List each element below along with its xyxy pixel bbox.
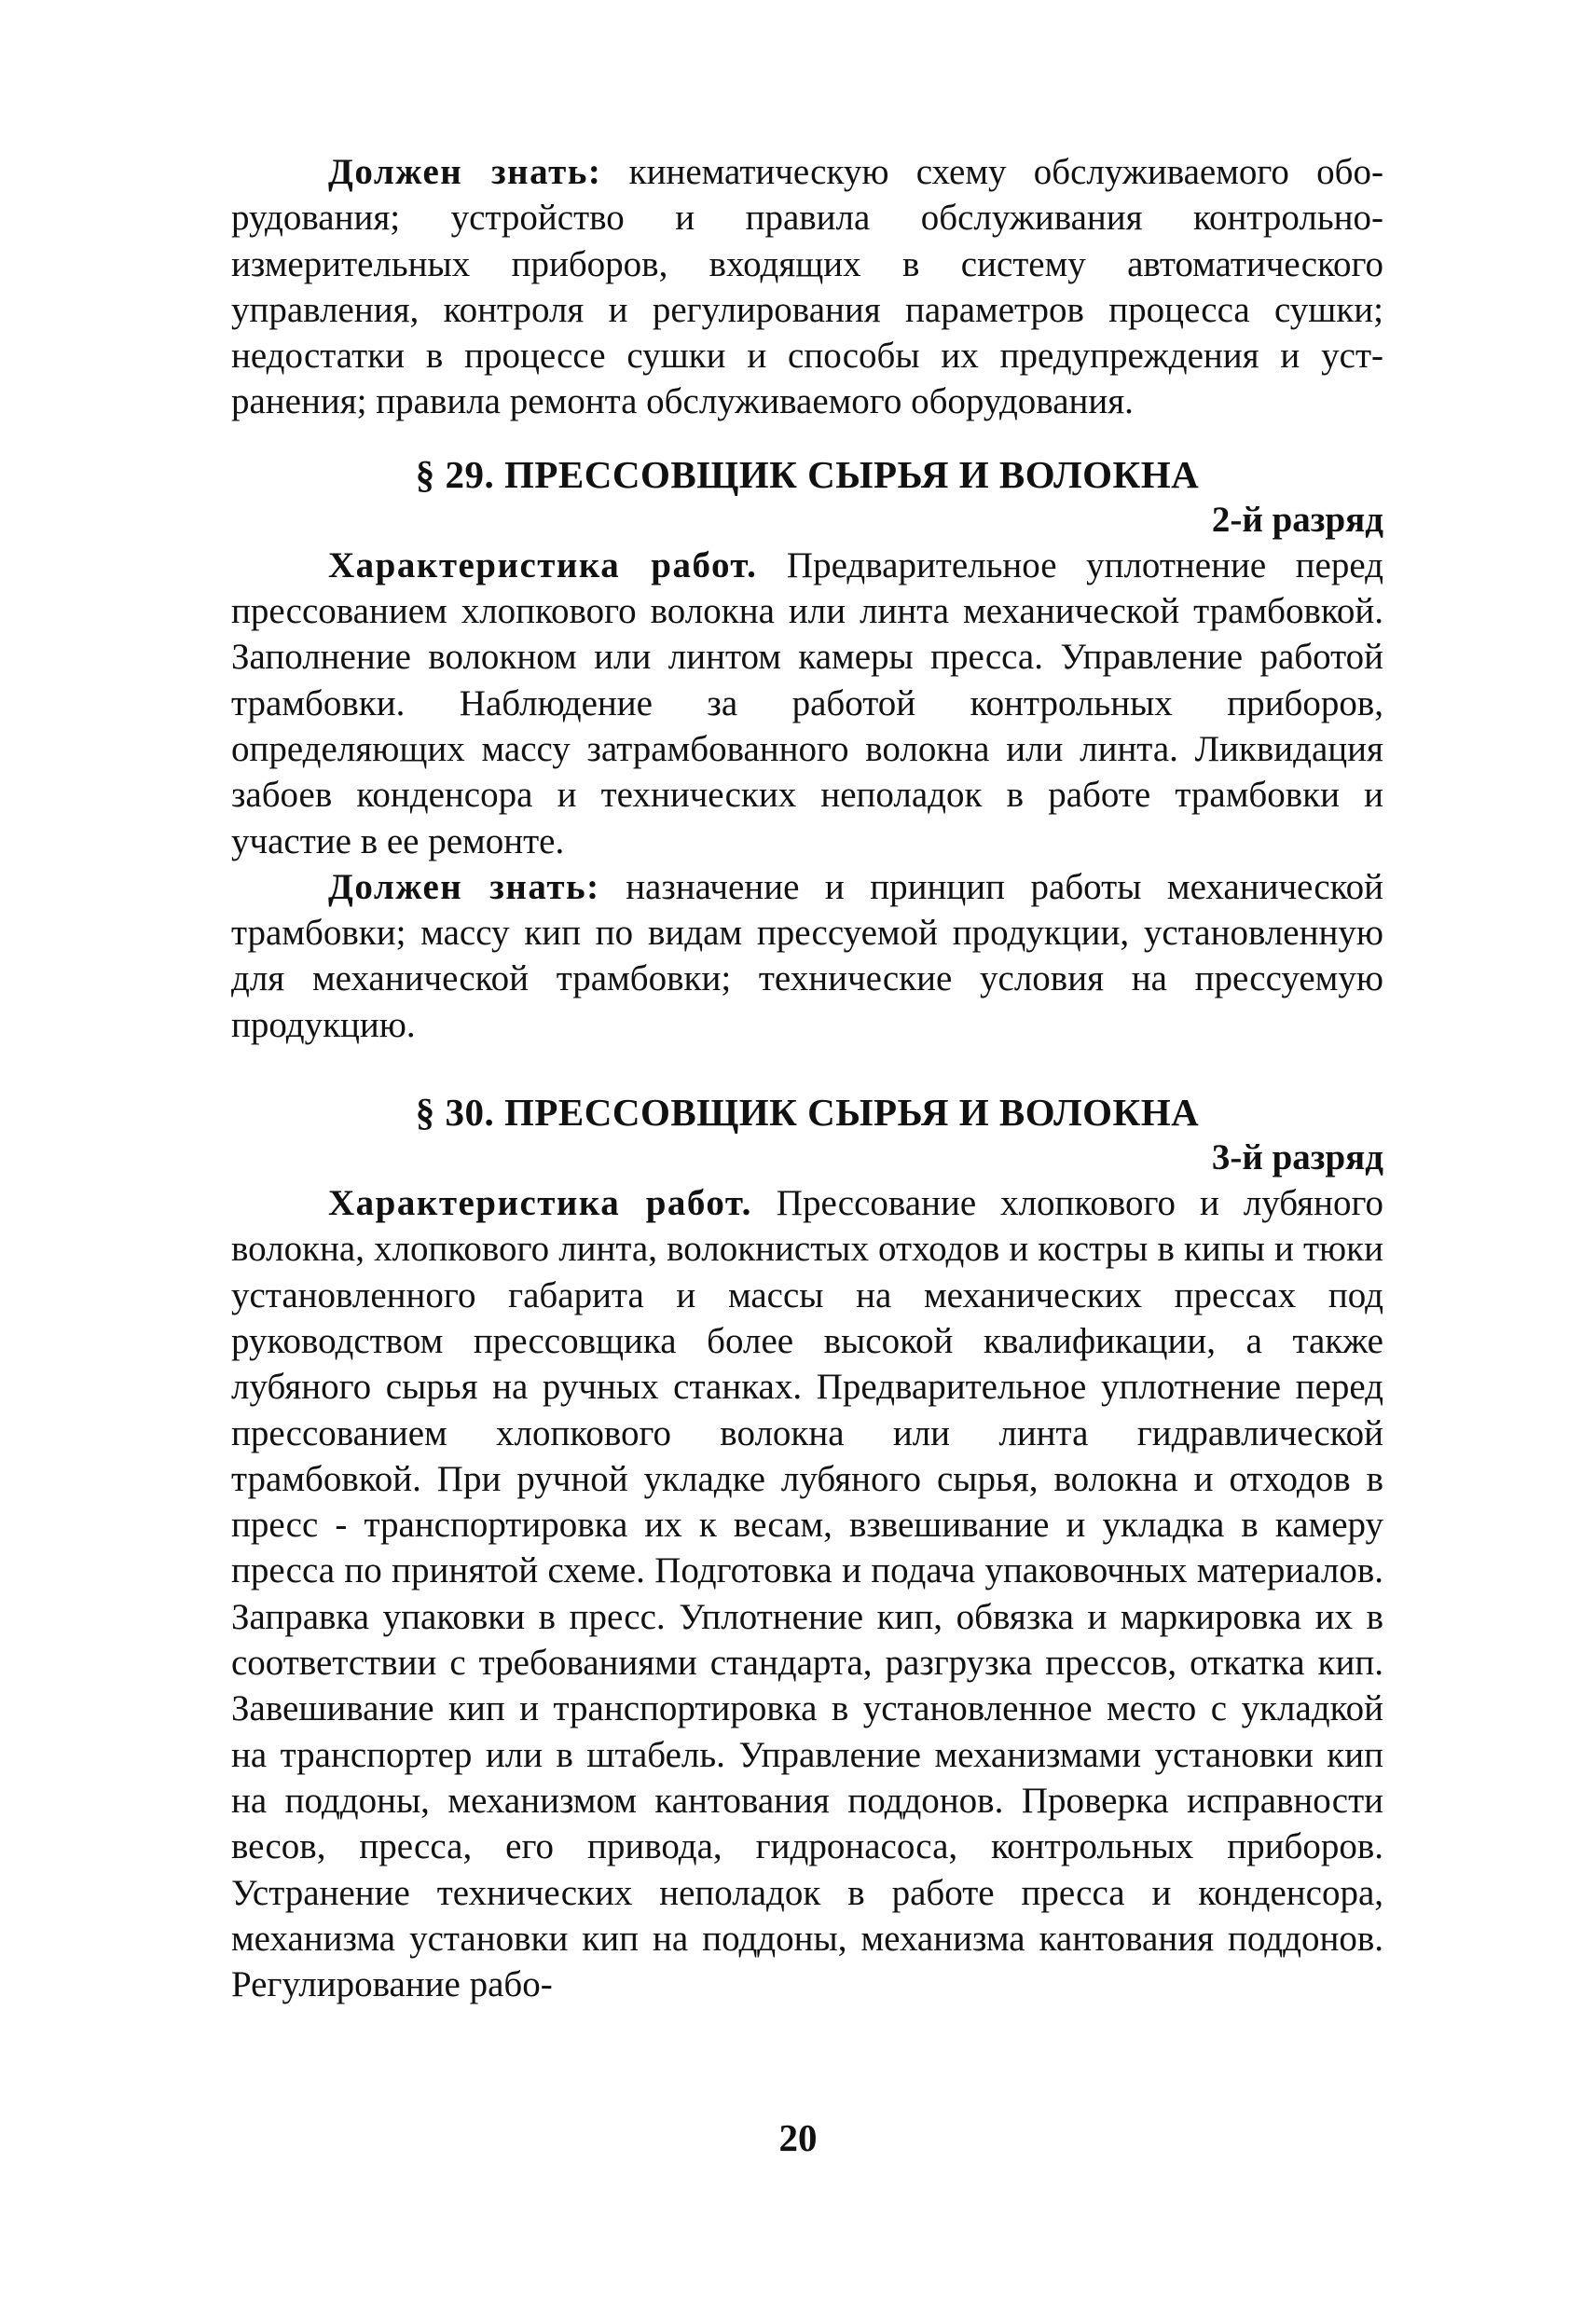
paragraph-lead: Должен знать: (328, 866, 600, 907)
section-29 (231, 451, 1383, 1048)
section-title: § 29. ПРЕССОВЩИК СЫРЬЯ И ВОЛОКНА (415, 452, 1200, 496)
paragraph-text: Прессование хлопкового и лубяного волокна, хлопкового линта, волокнистых отходов и костры в кипы и тюки установленного габарита и массы на механических прессах под руководством прессовщика более высокой квалификации, а также лубяного сырья на ручных станках. Предварительное уплотнение перед прессованием хлопкового волокна или линта гидравлической трамбовкой. При ручной укладке лубяного сырья, волокна и отходов в пресс - транспортировка их к весам, взвешивание и укладка в камеру пресса по принятой схеме. Подготовка и подача упаковочных материалов. Заправка упаковки в пресс. Уплотнение кип, обвязка и маркировка их в соответствии с требованиями стандарта, разгрузка прессов, откатка кип. Завешивание кип и транспортировка в установленное место с укладкой на транспортер или в штабель. Управление механизмами установки кип на поддоны, механизмом кантования поддонов. Проверка исправности весов, пресса, его привода, гидронасоса, контрольных приборов. Устранение технических неполадок в работе пресса и конденсора, механизма установки кип на поддоны, механизма кантования поддонов. Регулирование рабо- (231, 1183, 1383, 2005)
work-characteristics-paragraph (231, 543, 1383, 864)
intro-paragraph (231, 149, 1383, 425)
paragraph-lead: Характеристика работ. (328, 544, 758, 585)
paragraph-text: кинематическую схему обслуживаемого оборудования; устройство и правила обслуживания контрольно-измерительных приборов, входящих в систему автоматического управления, контроля и регулирования параметров процесса сушки; недостатки в процессе сушки и способы их предупреждения и устранения; правила ремонта обслуживаемого оборудования. (231, 152, 1383, 422)
section-30 (231, 1089, 1383, 2007)
work-characteristics-paragraph (231, 1180, 1383, 2007)
paragraph-lead: Должен знать: (328, 152, 602, 192)
spacer (231, 425, 1383, 451)
paragraph-text: Предварительное уплотнение перед прессованием хлопкового волокна или линта механической трамбовкой. Заполнение волокном или линтом камеры пресса. Управление работой трамбовки. Наблюдение за работой контрольных приборов, определяющих массу затрамбованного волокна или линта. Ликвидация забоев конденсора и технических неполадок в работе трамбовки и участие в ее ремонте. (231, 544, 1383, 861)
paragraph-text: назначение и принцип работы механической трамбовки; массу кип по видам прессуемой продукции, установленную для механической трамбовки; технические условия на прессуемую продукцию. (231, 866, 1383, 1045)
rank-label: 3-й разряд (1211, 1137, 1383, 1178)
document-page (231, 149, 1383, 2007)
section-title: § 30. ПРЕССОВЩИК СЫРЬЯ И ВОЛОКНА (415, 1091, 1200, 1135)
must-know-paragraph (231, 864, 1383, 1048)
rank-label: 2-й разряд (1211, 499, 1383, 540)
page-number: 20 (778, 2116, 818, 2159)
paragraph-lead: Характеристика работ. (328, 1183, 752, 1224)
spacer (231, 1048, 1383, 1089)
